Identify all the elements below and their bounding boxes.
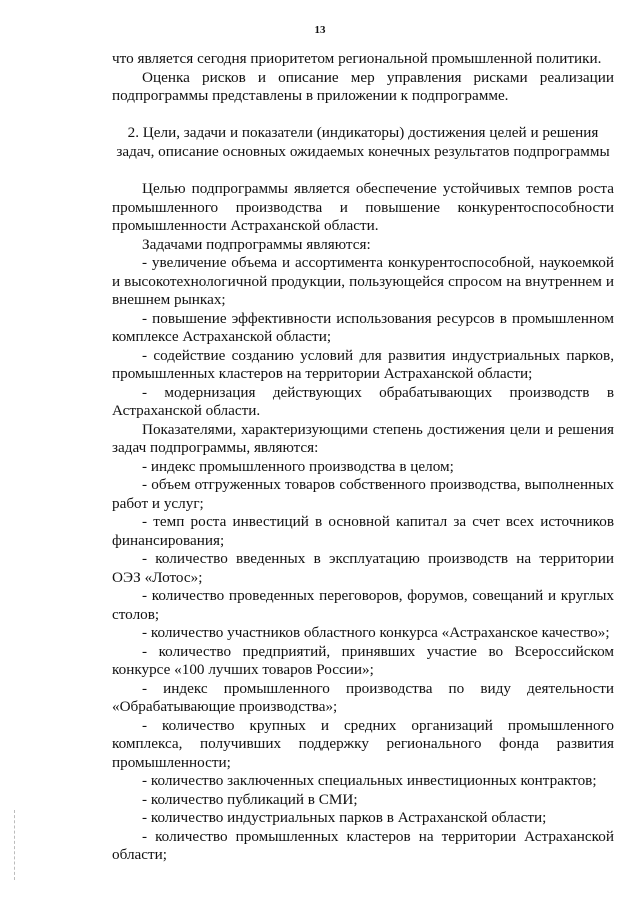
goal-paragraph: Целью подпрограммы является обеспечение устойчивых темпов роста промышленного производства и повышение конкурентоспособности промышленности Астраханской области. <box>112 180 614 234</box>
indicator-item: - объем отгруженных товаров собственного производства, выполненных работ и услуг; <box>112 476 614 512</box>
task-item: - повышение эффективности использования ресурсов в промышленном комплексе Астраханской области; <box>112 309 614 345</box>
indicator-item: - количество заключенных специальных инвестиционных контрактов; <box>142 772 597 789</box>
indicator-item: - темп роста инвестиций в основной капитал за счет всех источников финансирования; <box>112 513 614 549</box>
indicator-item: - количество крупных и средних организаций промышленного комплекса, получивших поддержку регионального фонда развития промышленности; <box>112 716 614 771</box>
document-body <box>112 50 614 865</box>
indicator-item: - количество индустриальных парков в Астраханской области; <box>142 809 547 826</box>
tasks-intro: Задачами подпрограммы являются: <box>142 235 371 253</box>
scan-edge-mark <box>14 810 17 880</box>
section-heading: 2. Цели, задачи и показатели (индикаторы) достижения целей и решения задач, описание основных ожидаемых конечных результатов подпрограммы <box>116 124 610 160</box>
indicator-item: - индекс промышленного производства в целом; <box>142 457 454 475</box>
indicator-item: - количество предприятий, принявших участие во Всероссийском конкурсе «100 лучших товаров России»; <box>112 642 614 678</box>
indicator-item: - количество введенных в эксплуатацию производств на территории ОЭЗ «Лотос»; <box>112 550 614 586</box>
task-item: - содействие созданию условий для развития индустриальных парков, промышленных кластеров на территории Астраханской области; <box>112 346 614 382</box>
task-item: - увеличение объема и ассортимента конкурентоспособной, наукоемкой и высокотехнологичной продукции, пользующейся спросом на внутреннем и внешнем рынках; <box>112 254 614 308</box>
indicator-item: - количество публикаций в СМИ; <box>142 790 358 808</box>
indicator-item: - количество проведенных переговоров, форумов, совещаний и круглых столов; <box>112 587 614 623</box>
indicator-item: - количество участников областного конкурса «Астраханское качество»; <box>142 624 610 641</box>
task-item: - модернизация действующих обрабатывающих производств в Астраханской области. <box>112 383 614 419</box>
indicator-item: - индекс промышленного производства по виду деятельности «Обрабатывающие производства»; <box>112 679 614 715</box>
page-number: 13 <box>314 24 326 36</box>
intro-line: что является сегодня приоритетом региональной промышленной политики. <box>112 50 602 67</box>
risk-paragraph: Оценка рисков и описание мер управления рисками реализации подпрограммы представлены в приложении к подпрограмме. <box>112 68 614 104</box>
indicator-item: - количество промышленных кластеров на территории Астраханской области; <box>112 827 614 863</box>
indicators-intro: Показателями, характеризующими степень достижения цели и решения задач подпрограммы, являются: <box>112 420 614 456</box>
